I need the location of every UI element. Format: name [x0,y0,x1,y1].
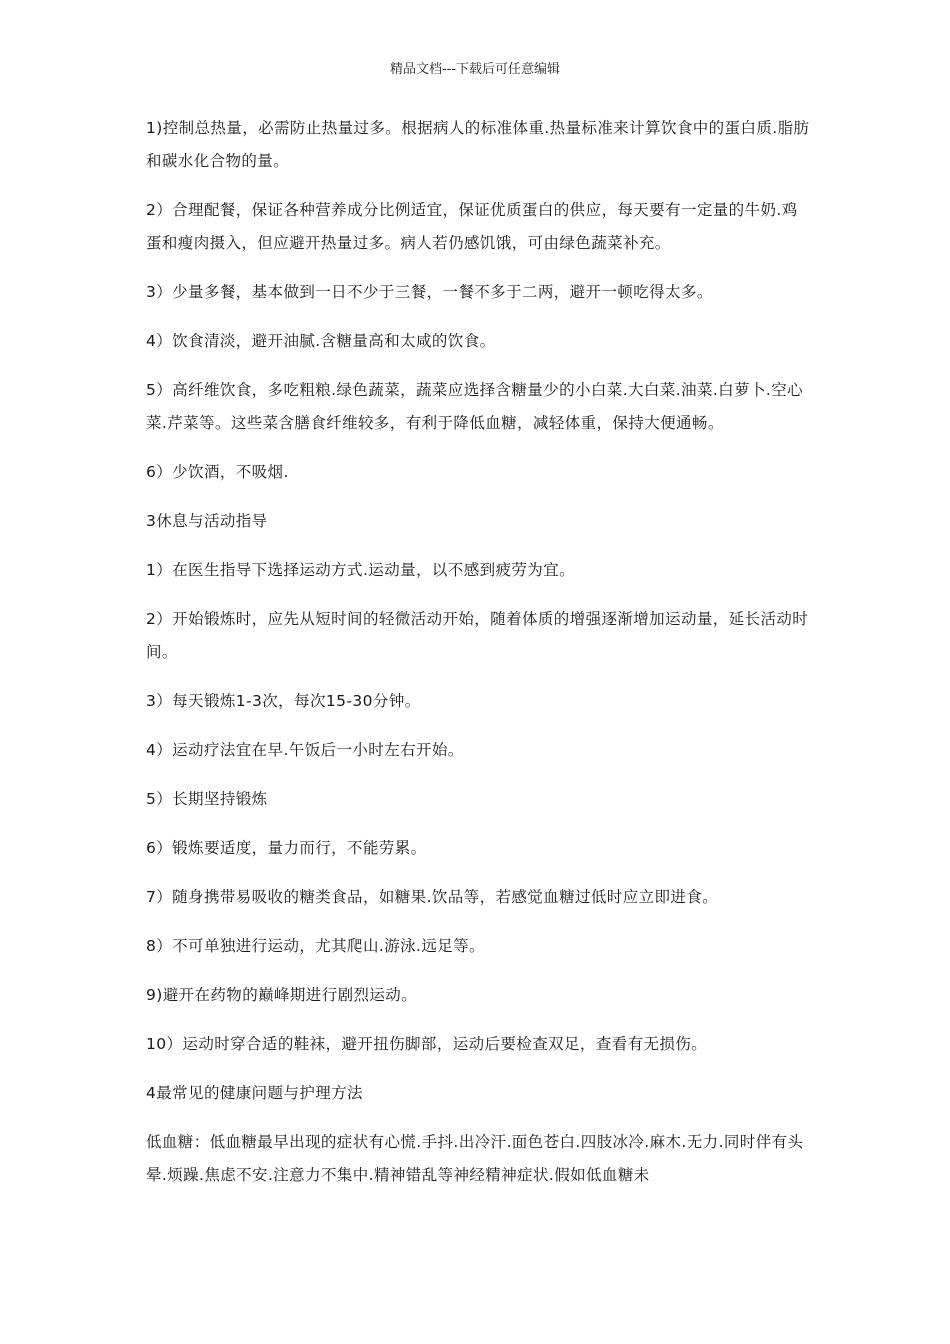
paragraph-activity-1: 1）在医生指导下选择运动方式.运动量，以不感到疲劳为宜。 [146,561,575,579]
paragraph-activity-5: 5）长期坚持锻炼 [146,790,268,808]
paragraph-diet-3: 3）少量多餐，基本做到一日不少于三餐，一餐不多于二两，避开一顿吃得太多。 [146,283,713,301]
paragraph-diet-6: 6）少饮酒，不吸烟. [146,463,289,481]
paragraph-activity-2: 2）开始锻炼时，应先从短时间的轻微活动开始，随着体质的增强逐渐增加运动量，延长活动时间。 [146,610,809,661]
paragraph-activity-10: 10）运动时穿合适的鞋袜，避开扭伤脚部，运动后要检查双足，查看有无损伤。 [146,1035,708,1053]
paragraph-activity-8: 8）不可单独进行运动，尤其爬山.游泳.远足等。 [146,937,485,955]
paragraph-diet-5: 5）高纤维饮食，多吃粗粮.绿色蔬菜，蔬菜应选择含糖量少的小白菜.大白菜.油菜.白萝卜.空心菜.芹菜等。这些菜含膳食纤维较多，有利于降低血糖，减轻体重，保持大便通畅。 [146,381,803,432]
section-heading-rest-activity: 3休息与活动指导 [146,512,268,530]
paragraph-diet-2: 2）合理配餐，保证各种营养成分比例适宜，保证优质蛋白的供应，每天要有一定量的牛奶.鸡蛋和瘦肉摄入，但应避开热量过多。病人若仍感饥饿，可由绿色蔬菜补充。 [146,201,798,252]
paragraph-activity-4: 4）运动疗法宜在早.午饭后一小时左右开始。 [146,741,464,759]
paragraph-activity-6: 6）锻炼要适度，量力而行，不能劳累。 [146,839,427,857]
paragraph-diet-4: 4）饮食清淡，避开油腻.含糖量高和太咸的饮食。 [146,332,496,350]
page-header: 精品文档---下载后可任意编辑 [389,62,561,77]
section-heading-health-problems: 4最常见的健康问题与护理方法 [146,1084,363,1102]
paragraph-activity-9: 9)避开在药物的巅峰期进行剧烈运动。 [146,986,418,1004]
paragraph-activity-7: 7）随身携带易吸收的糖类食品，如糖果.饮品等，若感觉血糖过低时应立即进食。 [146,888,719,906]
paragraph-hypoglycemia: 低血糖：低血糖最早出现的症状有心慌.手抖.出冷汗.面色苍白.四肢冰冷.麻木.无力.同时伴有头晕.烦躁.焦虑不安.注意力不集中.精神错乱等神经精神症状.假如低血糖未 [146,1133,804,1184]
paragraph-diet-1: 1)控制总热量，必需防止热量过多。根据病人的标准体重.热量标准来计算饮食中的蛋白质.脂肪和碳水化合物的量。 [146,119,810,170]
paragraph-activity-3: 3）每天锻炼1-3次，每次15-30分钟。 [146,692,421,710]
document-body [146,112,810,1208]
